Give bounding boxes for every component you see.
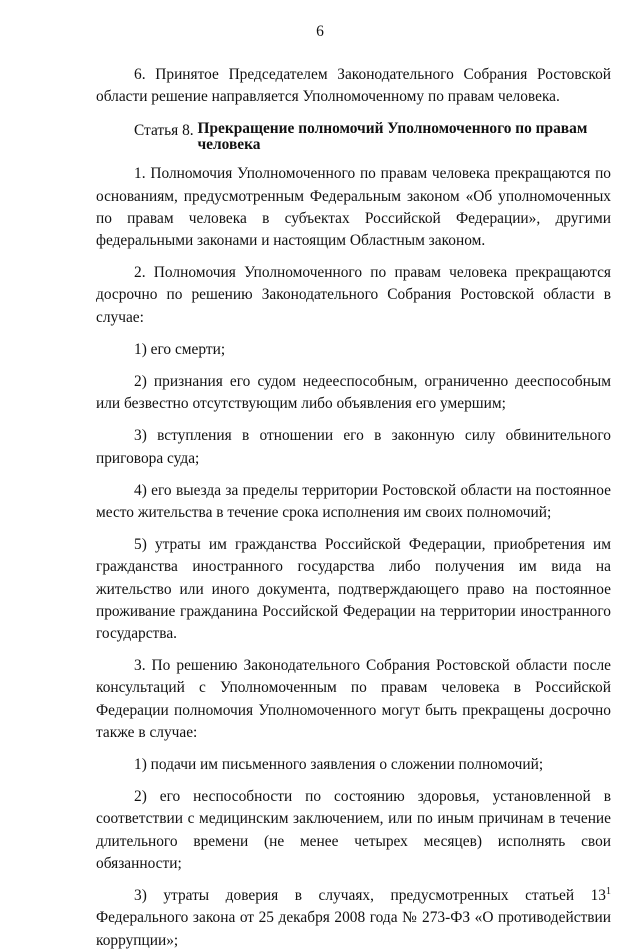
article-title: Прекращение полномочий Уполномоченного по правам человека — [197, 120, 588, 154]
article-label: Статья 8. — [134, 122, 198, 140]
document-body — [96, 64, 611, 952]
list-item — [96, 885, 611, 952]
list-item: 3) вступления в отношении его в законную силу обвинительного приговора суда; — [96, 427, 611, 467]
list-item: 1) подачи им письменного заявления о сложении полномочий; — [134, 756, 544, 774]
page-number: 6 — [316, 23, 324, 40]
paragraph-text-end: Федерального закона от 25 декабря 2008 года № 273-ФЗ «О противодействии коррупции»; — [96, 909, 611, 949]
list-item: 4) его выезда за пределы территории Ростовской области на постоянное место жительства в течение срока исполнения им своих полномочий; — [96, 481, 611, 522]
paragraph: 3. По решению Законодательного Собрания Ростовской области после консультаций с Уполномоченным по правам человека в Российской Федерации полномочия Уполномоченного могут быть прекращены досрочно также в случае: — [96, 657, 611, 741]
paragraph-text-start: 3) утраты доверия в случаях, предусмотренных статьей 13 — [134, 887, 606, 905]
article-heading — [96, 120, 611, 153]
paragraph-6-decision: 6. Принятое Председателем Законодательного Собрания Ростовской области решение направляется Уполномоченному по правам человека. — [96, 66, 611, 106]
list-item: 2) признания его судом недееспособным, ограниченно дееспособным или безвестно отсутствующим либо объявления его умершим; — [96, 373, 611, 413]
paragraph: 2. Полномочия Уполномоченного по правам человека прекращаются досрочно по решению Законодательного Собрания Ростовской области в случае: — [96, 264, 611, 326]
list-item: 5) утраты им гражданства Российской Федерации, приобретения им гражданства иностранного государства либо получения им вида на жительство или иного документа, подтверждающего право на постоянное проживание гражданина Российской Федерации на территории иностранного государства. — [96, 536, 611, 643]
superscript: 1 — [606, 885, 611, 897]
list-item: 1) его смерти; — [134, 340, 226, 358]
paragraph: 1. Полномочия Уполномоченного по правам человека прекращаются по основаниям, предусмотренным Федеральным законом «Об уполномоченных по правам человека в субъектах Российской Федерации», другими федеральными законами и настоящим Областным законом. — [96, 165, 611, 250]
list-item: 2) его неспособности по состоянию здоровья, установленной в соответствии с медицинским заключением, или по иным причинам в течение длительного времени (не менее четырех месяцев) исполнять свои обязанности; — [96, 788, 611, 872]
